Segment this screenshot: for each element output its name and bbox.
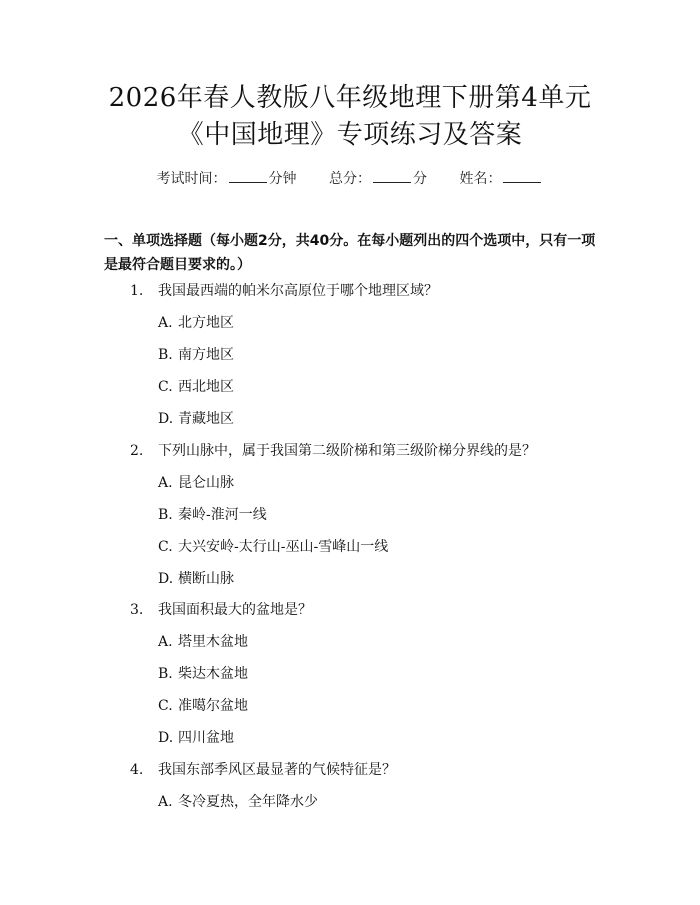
exam-time <box>157 168 297 189</box>
option-1a <box>158 313 234 333</box>
option-text: 西北地区 <box>178 379 234 395</box>
option-text: 秦岭-淮河一线 <box>178 507 267 523</box>
question-number: 4. <box>130 762 144 778</box>
option-letter: D. <box>158 571 174 587</box>
option-text: 柴达木盆地 <box>178 666 248 682</box>
option-letter: C. <box>158 379 173 395</box>
option-text: 准噶尔盆地 <box>178 698 248 714</box>
score-blank <box>373 168 411 183</box>
option-text: 冬冷夏热，全年降水少 <box>178 794 318 810</box>
question-2 <box>130 441 536 461</box>
question-text: 我国面积最大的盆地是？ <box>158 602 312 618</box>
title-line-2: 《中国地理》专项练习及答案 <box>177 120 523 150</box>
question-text: 下列山脉中，属于我国第二级阶梯和第三级阶梯分界线的是？ <box>158 443 536 459</box>
option-3b <box>158 664 248 684</box>
option-letter: D. <box>158 411 174 427</box>
time-unit: 分钟 <box>268 171 297 187</box>
option-letter: D. <box>158 730 174 746</box>
question-4 <box>130 760 396 780</box>
student-name <box>459 168 543 189</box>
option-text: 大兴安岭-太行山-巫山-雪峰山一线 <box>178 539 389 555</box>
option-2d <box>158 569 234 589</box>
option-4a <box>158 792 318 812</box>
score-label: 总分： <box>329 171 371 187</box>
option-3c <box>158 696 248 716</box>
question-number: 1. <box>130 283 144 299</box>
exam-meta <box>0 168 700 189</box>
option-letter: B. <box>158 347 173 363</box>
score-unit: 分 <box>413 171 427 187</box>
option-text: 南方地区 <box>178 347 234 363</box>
question-text: 我国东部季风区最显著的气候特征是？ <box>158 762 396 778</box>
title-line-1: 2026年春人教版八年级地理下册第4单元 <box>108 83 592 113</box>
option-text: 昆仑山脉 <box>178 475 234 491</box>
option-letter: A. <box>158 475 173 491</box>
option-text: 横断山脉 <box>178 571 234 587</box>
name-blank <box>503 168 541 183</box>
option-text: 青藏地区 <box>178 411 234 427</box>
option-letter: C. <box>158 698 173 714</box>
option-text: 四川盆地 <box>178 730 234 746</box>
option-1c <box>158 377 234 397</box>
option-1b <box>158 345 234 365</box>
option-text: 塔里木盆地 <box>178 634 248 650</box>
option-2c <box>158 537 388 557</box>
option-letter: B. <box>158 666 173 682</box>
option-letter: A. <box>158 315 173 331</box>
question-number: 2. <box>130 443 144 459</box>
option-letter: B. <box>158 507 173 523</box>
name-label: 姓名： <box>459 171 502 187</box>
option-3a <box>158 632 248 652</box>
time-blank <box>229 168 267 183</box>
option-2a <box>158 473 234 493</box>
section-heading: 一、单项选择题（每小题2分，共40分。在每小题列出的四个选项中，只有一项是最符合题目要求的。） <box>104 233 596 273</box>
option-letter: C. <box>158 539 173 555</box>
option-letter: A. <box>158 634 173 650</box>
question-text: 我国最西端的帕米尔高原位于哪个地理区域？ <box>158 283 438 299</box>
option-letter: A. <box>158 794 173 810</box>
option-3d <box>158 728 234 748</box>
total-score <box>329 168 427 189</box>
time-label: 考试时间： <box>156 171 227 187</box>
option-text: 北方地区 <box>178 315 234 331</box>
option-1d <box>158 409 234 429</box>
question-number: 3. <box>130 602 144 618</box>
option-2b <box>158 505 267 525</box>
question-1 <box>130 281 438 301</box>
question-3 <box>130 600 312 620</box>
